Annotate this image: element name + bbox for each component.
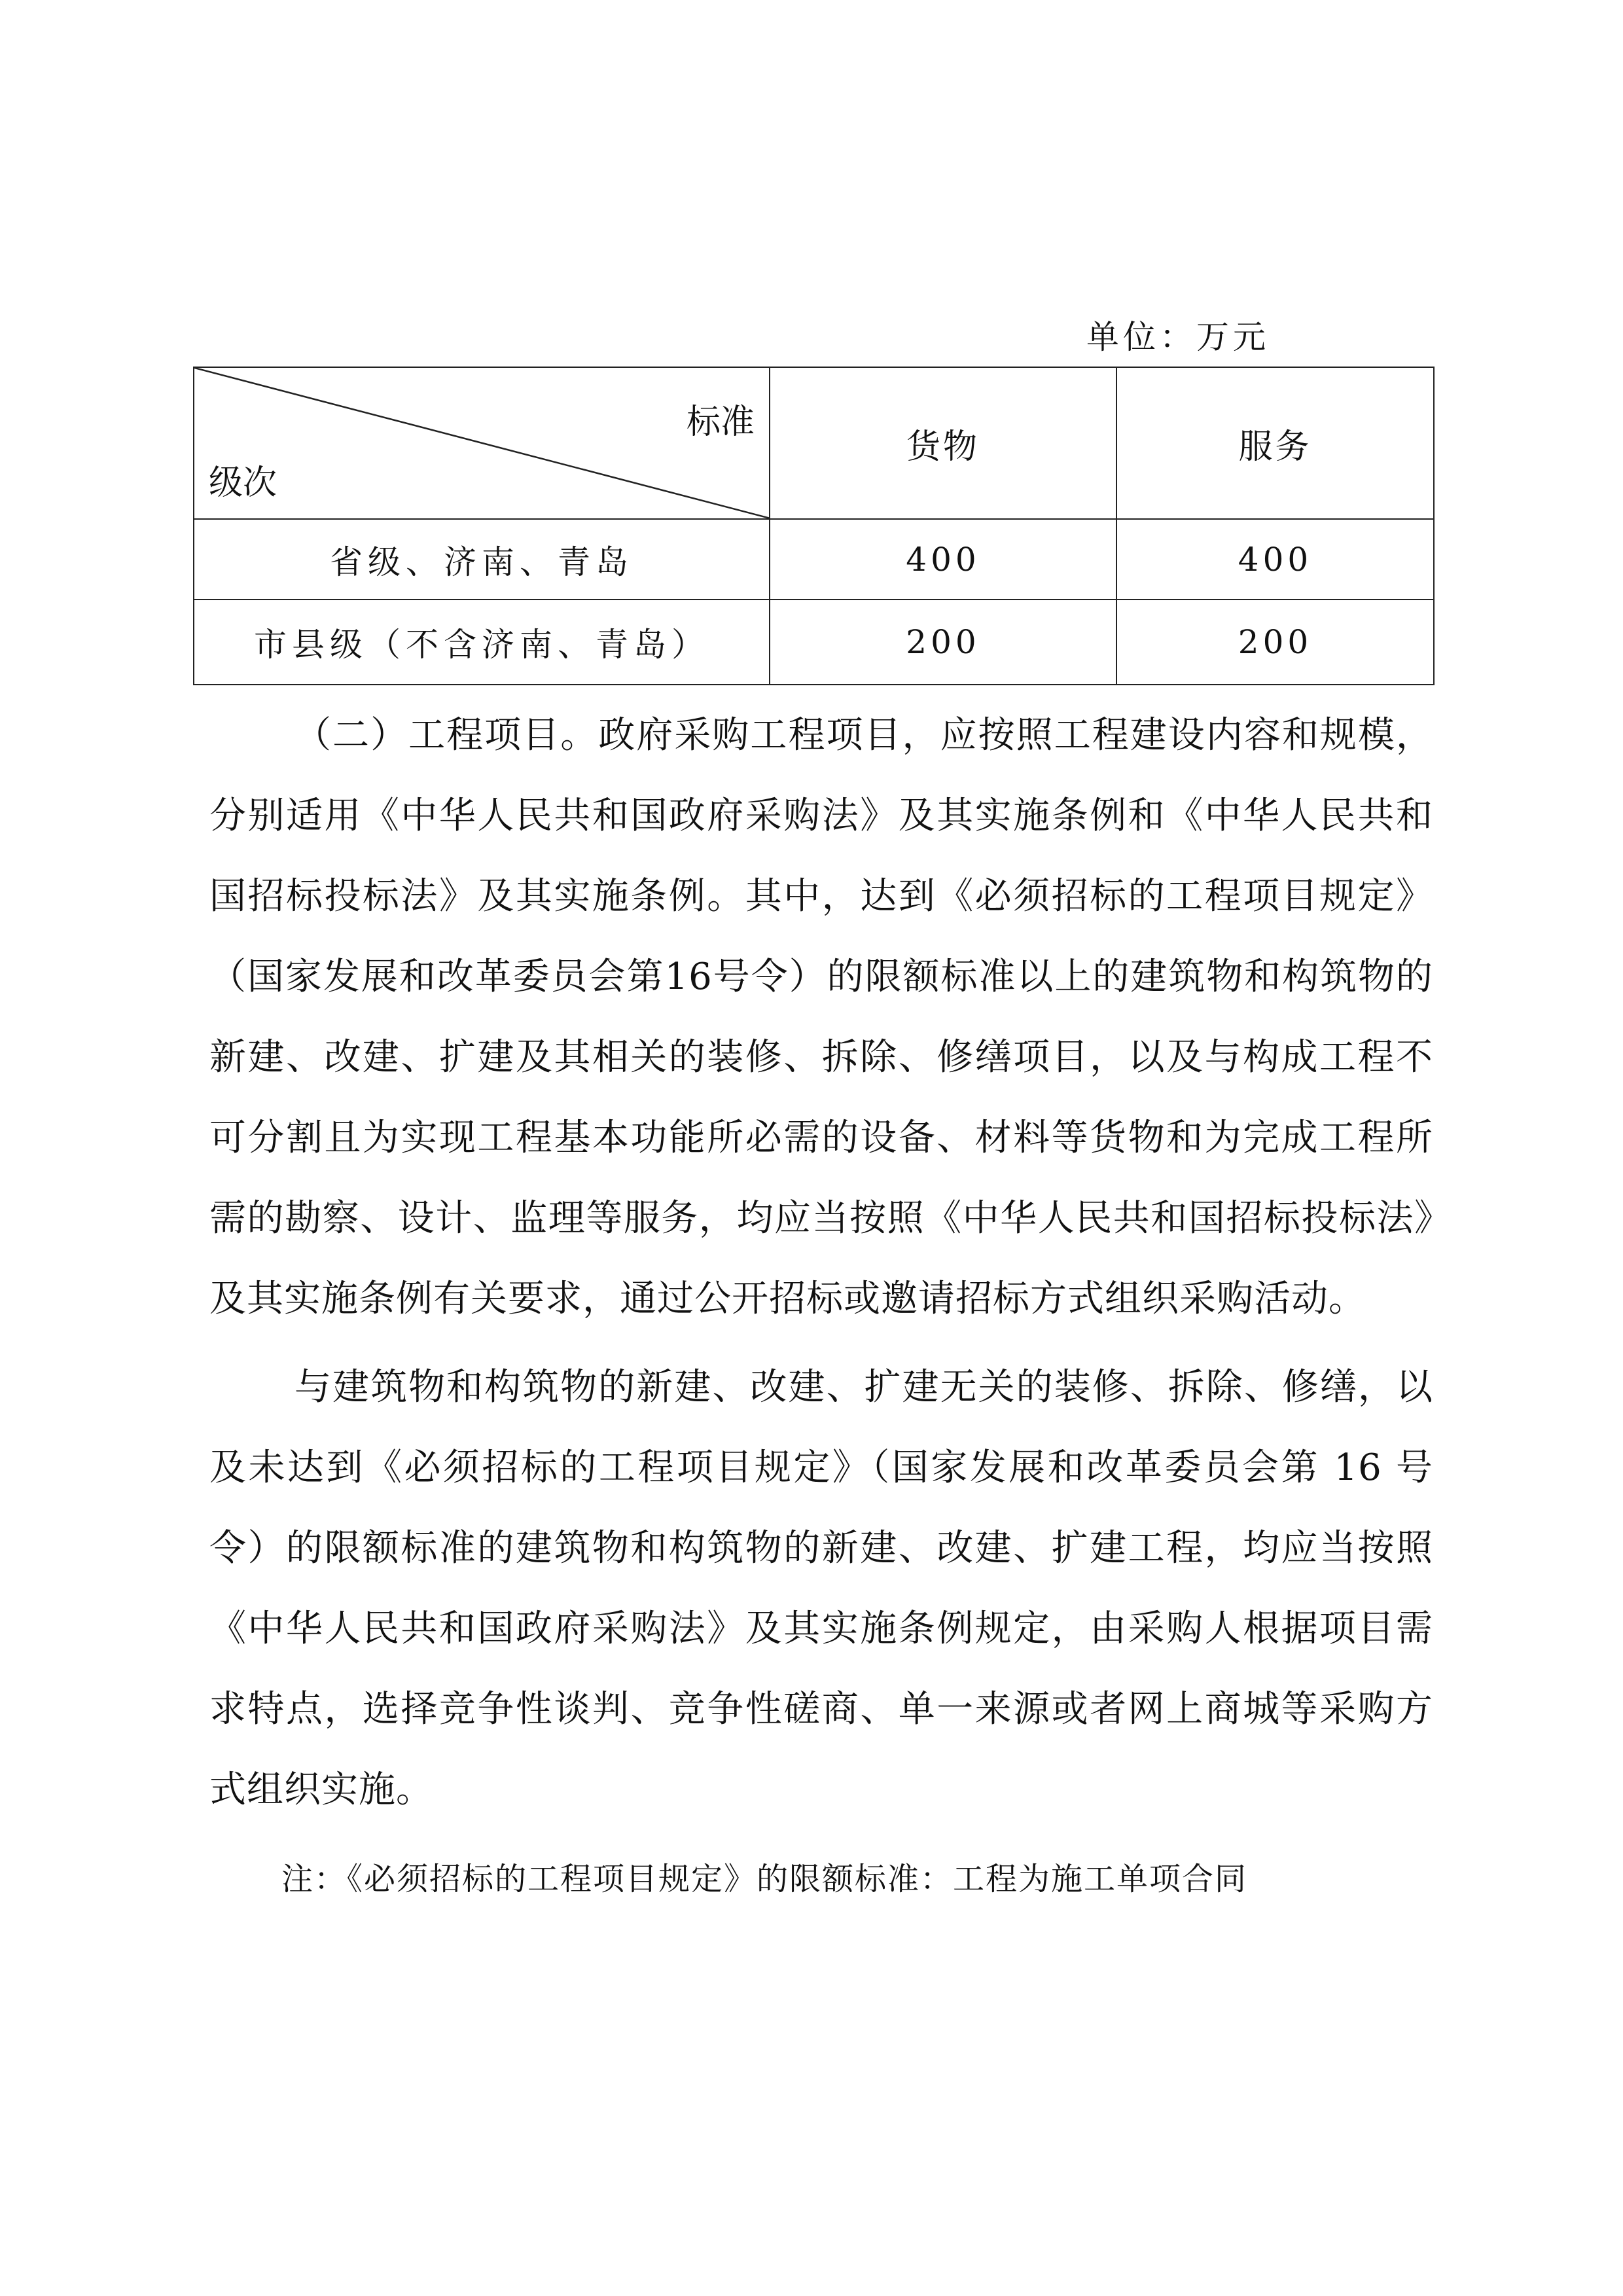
row-level: 省级、济南、青岛 xyxy=(194,519,770,600)
row-goods-value: 200 xyxy=(770,600,1116,685)
procurement-limit-table xyxy=(193,367,1435,685)
header-standard-label: 标准 xyxy=(686,403,755,442)
row-goods-value: 400 xyxy=(770,519,1116,600)
row-services-value: 200 xyxy=(1116,600,1434,685)
footnote: 注：《必须招标的工程项目规定》的限额标准：工程为施工单项合同 xyxy=(281,1861,1248,1897)
document-body xyxy=(209,695,1433,1915)
column-header-services: 服务 xyxy=(1116,367,1434,519)
row-services-value: 400 xyxy=(1116,519,1434,600)
paragraph-non-tender-works: 与建筑物和构筑物的新建、改建、扩建无关的装修、拆除、修缮，以及未达到《必须招标的工程项目规定》（国家发展和改革委员会第 16 号令）的限额标准的建筑物和构筑物的新建、改建、扩建工程，均应当按照《中华人民共和国政府采购法》及其实施条例规定，由采购人根据项目需求特点，选择竞争性谈判、竞争性磋商、单一来源或者网上商城等采购方式组织实施。 xyxy=(209,1366,1433,1811)
table-row xyxy=(194,600,1434,685)
diagonal-line xyxy=(194,368,770,518)
table-row xyxy=(194,519,1434,600)
row-level: 市县级（不含济南、青岛） xyxy=(194,600,770,685)
unit-label: 单位：万元 xyxy=(1086,318,1270,356)
paragraph-engineering-projects: （二）工程项目。政府采购工程项目，应按照工程建设内容和规模，分别适用《中华人民共和国政府采购法》及其实施条例和《中华人民共和国招标投标法》及其实施条例。其中，达到《必须招标的工程项目规定》（国家发展和改革委员会第16号令）的限额标准以上的建筑物和构筑物的新建、改建、扩建及其相关的装修、拆除、修缮项目，以及与构成工程不可分割且为实现工程基本功能所必需的设备、材料等货物和为完成工程所需的勘察、设计、监理等服务，均应当按照《中华人民共和国招标投标法》及其实施条例有关要求，通过公开招标或邀请招标方式组织采购活动。 xyxy=(209,714,1433,1320)
header-level-label: 级次 xyxy=(209,463,277,503)
table-header-row xyxy=(194,367,1434,519)
diagonal-header-cell xyxy=(194,367,770,519)
column-header-goods: 货物 xyxy=(770,367,1116,519)
